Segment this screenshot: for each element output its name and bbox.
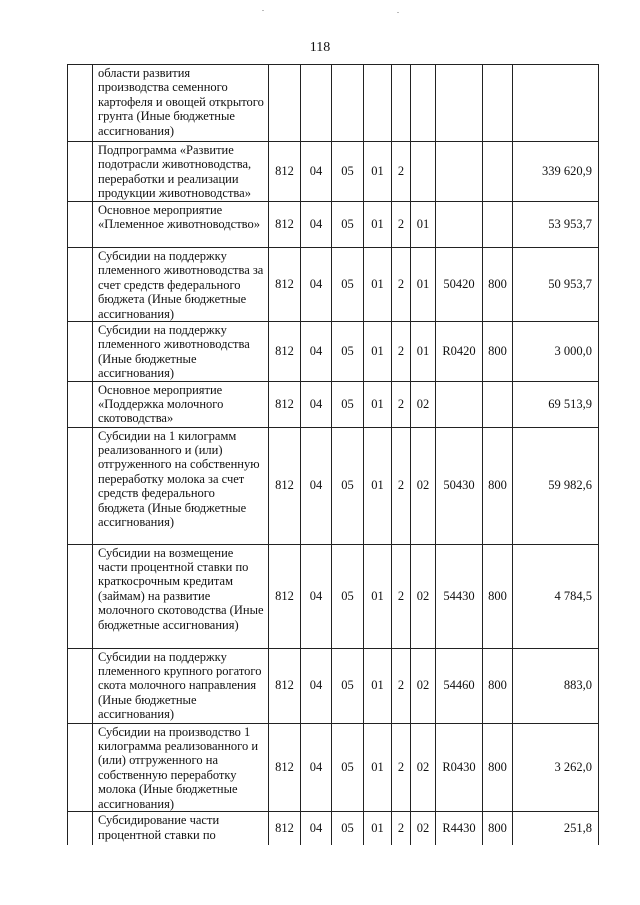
amount-cell: 883,0 [513, 648, 599, 723]
amount-cell: 4 784,5 [513, 544, 599, 648]
direction-cell [436, 142, 483, 202]
subsection-cell: 05 [332, 248, 364, 322]
program-cell: 01 [364, 723, 392, 811]
ministry-cell: 812 [269, 381, 301, 427]
amount-cell: 339 620,9 [513, 142, 599, 202]
amount-cell: 3 262,0 [513, 723, 599, 811]
subsection-cell: 05 [332, 648, 364, 723]
direction-cell [436, 202, 483, 248]
section-cell: 04 [301, 812, 332, 845]
budget-table [67, 64, 599, 845]
ministry-cell: 812 [269, 812, 301, 845]
name-cell: Субсидии на поддержку племенного животноводства (Иные бюджетные ассигнования) [93, 322, 269, 382]
expense-type-cell: 800 [483, 648, 513, 723]
ministry-cell: 812 [269, 202, 301, 248]
event-cell: 02 [411, 381, 436, 427]
program-cell: 01 [364, 427, 392, 544]
subsection-cell: 05 [332, 544, 364, 648]
event-cell: 01 [411, 202, 436, 248]
name-cell: Субсидии на производство 1 килограмма реализованного и (или) отгруженного на собственную переработку молока (Иные бюджетные ассигнования) [93, 723, 269, 811]
section-cell: 04 [301, 427, 332, 544]
name-cell: Подпрограмма «Развитие подотрасли животноводства, переработки и реализации продукции животноводства» [93, 142, 269, 202]
row-margin-cell [68, 812, 93, 845]
expense-type-cell: 800 [483, 812, 513, 845]
row-margin-cell [68, 248, 93, 322]
subsection-cell: 05 [332, 812, 364, 845]
subprogram-cell: 2 [392, 812, 411, 845]
scan-speck [262, 10, 264, 11]
expense-type-cell: 800 [483, 248, 513, 322]
table-row [68, 812, 599, 845]
event-cell: 02 [411, 648, 436, 723]
section-cell: 04 [301, 723, 332, 811]
ministry-cell: 812 [269, 322, 301, 382]
subprogram-cell: 2 [392, 427, 411, 544]
expense-type-cell: 800 [483, 544, 513, 648]
program-cell [364, 65, 392, 142]
name-cell: области развития производства семенного картофеля и овощей открытого грунта (Иные бюджетные ассигнования) [93, 65, 269, 142]
scan-speck [397, 12, 399, 13]
subprogram-cell: 2 [392, 322, 411, 382]
subprogram-cell: 2 [392, 723, 411, 811]
program-cell: 01 [364, 812, 392, 845]
program-cell: 01 [364, 142, 392, 202]
page-number: 118 [309, 40, 331, 55]
row-margin-cell [68, 648, 93, 723]
section-cell: 04 [301, 648, 332, 723]
subprogram-cell: 2 [392, 248, 411, 322]
expense-type-cell: 800 [483, 427, 513, 544]
section-cell: 04 [301, 202, 332, 248]
ministry-cell [269, 65, 301, 142]
subprogram-cell: 2 [392, 648, 411, 723]
section-cell [301, 65, 332, 142]
ministry-cell: 812 [269, 142, 301, 202]
amount-cell: 3 000,0 [513, 322, 599, 382]
event-cell: 02 [411, 812, 436, 845]
program-cell: 01 [364, 381, 392, 427]
name-cell: Субсидии на поддержку племенного крупного рогатого скота молочного направления (Иные бюджетные ассигнования) [93, 648, 269, 723]
subprogram-cell [392, 65, 411, 142]
row-margin-cell [68, 723, 93, 811]
subprogram-cell: 2 [392, 142, 411, 202]
subsection-cell: 05 [332, 322, 364, 382]
subprogram-cell: 2 [392, 381, 411, 427]
row-margin-cell [68, 381, 93, 427]
ministry-cell: 812 [269, 427, 301, 544]
amount-cell: 69 513,9 [513, 381, 599, 427]
name-cell: Основное мероприятие «Племенное животноводство» [93, 202, 269, 248]
row-margin-cell [68, 202, 93, 248]
event-cell: 02 [411, 544, 436, 648]
amount-cell: 53 953,7 [513, 202, 599, 248]
table-row [68, 248, 599, 322]
program-cell: 01 [364, 202, 392, 248]
subsection-cell: 05 [332, 142, 364, 202]
ministry-cell: 812 [269, 723, 301, 811]
section-cell: 04 [301, 322, 332, 382]
direction-cell [436, 65, 483, 142]
direction-cell: 54430 [436, 544, 483, 648]
table-row [68, 65, 599, 142]
program-cell: 01 [364, 248, 392, 322]
name-cell: Субсидии на возмещение части процентной ставки по краткосрочным кредитам (займам) на развитие молочного скотоводства (Иные бюджетные ассигнования) [93, 544, 269, 648]
table-row [68, 322, 599, 382]
section-cell: 04 [301, 544, 332, 648]
event-cell: 01 [411, 248, 436, 322]
subprogram-cell: 2 [392, 202, 411, 248]
row-margin-cell [68, 427, 93, 544]
direction-cell: R0420 [436, 322, 483, 382]
expense-type-cell [483, 65, 513, 142]
subsection-cell: 05 [332, 427, 364, 544]
amount-cell: 59 982,6 [513, 427, 599, 544]
row-margin-cell [68, 65, 93, 142]
subsection-cell: 05 [332, 381, 364, 427]
event-cell [411, 65, 436, 142]
row-margin-cell [68, 544, 93, 648]
name-cell: Субсидии на поддержку племенного животноводства за счет средств федерального бюджета (Иные бюджетные ассигнования) [93, 248, 269, 322]
table-row [68, 723, 599, 811]
direction-cell: R0430 [436, 723, 483, 811]
program-cell: 01 [364, 322, 392, 382]
expense-type-cell [483, 142, 513, 202]
section-cell: 04 [301, 381, 332, 427]
table-row [68, 202, 599, 248]
direction-cell: R4430 [436, 812, 483, 845]
expense-type-cell [483, 381, 513, 427]
amount-cell: 251,8 [513, 812, 599, 845]
name-cell: Основное мероприятие «Поддержка молочного скотоводства» [93, 381, 269, 427]
expense-type-cell: 800 [483, 322, 513, 382]
row-margin-cell [68, 322, 93, 382]
section-cell: 04 [301, 248, 332, 322]
subprogram-cell: 2 [392, 544, 411, 648]
expense-type-cell: 800 [483, 723, 513, 811]
ministry-cell: 812 [269, 544, 301, 648]
program-cell: 01 [364, 648, 392, 723]
table-row [68, 427, 599, 544]
section-cell: 04 [301, 142, 332, 202]
amount-cell [513, 65, 599, 142]
direction-cell: 50420 [436, 248, 483, 322]
subsection-cell: 05 [332, 202, 364, 248]
ministry-cell: 812 [269, 248, 301, 322]
direction-cell: 54460 [436, 648, 483, 723]
table-row [68, 544, 599, 648]
subsection-cell: 05 [332, 723, 364, 811]
table-row [68, 142, 599, 202]
row-margin-cell [68, 142, 93, 202]
name-cell: Субсидирование части процентной ставки по [93, 812, 269, 845]
event-cell: 01 [411, 322, 436, 382]
name-cell: Субсидии на 1 килограмм реализованного и (или) отгруженного на собственную переработку молока за счет средств федерального бюджета (Иные бюджетные ассигнования) [93, 427, 269, 544]
amount-cell: 50 953,7 [513, 248, 599, 322]
subsection-cell [332, 65, 364, 142]
event-cell: 02 [411, 427, 436, 544]
expense-type-cell [483, 202, 513, 248]
direction-cell [436, 381, 483, 427]
program-cell: 01 [364, 544, 392, 648]
table-row [68, 648, 599, 723]
event-cell [411, 142, 436, 202]
table-row [68, 381, 599, 427]
event-cell: 02 [411, 723, 436, 811]
direction-cell: 50430 [436, 427, 483, 544]
ministry-cell: 812 [269, 648, 301, 723]
